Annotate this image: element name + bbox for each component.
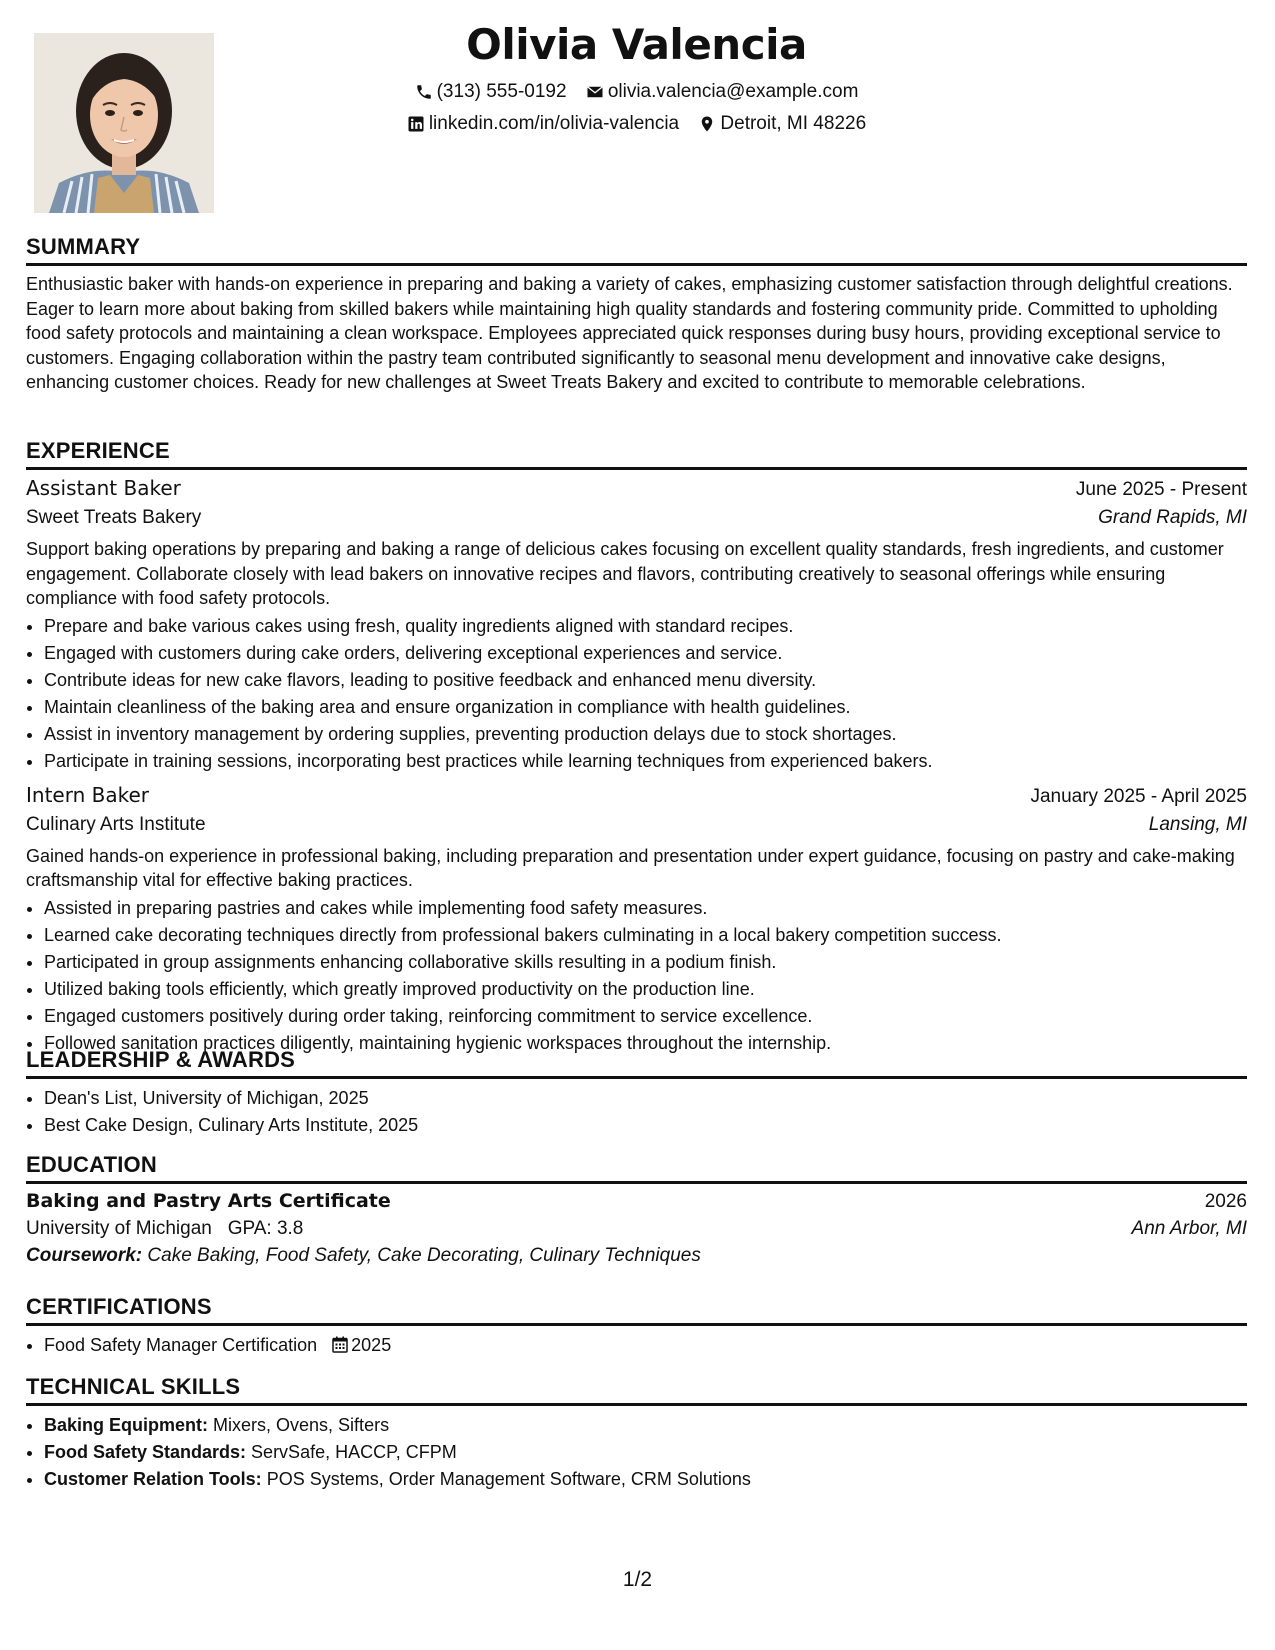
job-date: June 2025 - Present [1075,479,1247,500]
school-location: Ann Arbor, MI [1131,1218,1247,1239]
summary-title: SUMMARY [26,234,1247,266]
gpa: GPA: 3.8 [227,1218,304,1239]
job-subheader [26,814,1247,836]
list-item: • Participated in group assignments enhancing collaborative skills resulting in a podium finish. [44,949,1247,976]
list-item [44,1439,1247,1466]
list-item [44,1412,1247,1439]
skill-label: Customer Relation Tools: [44,1469,262,1489]
list-item: • Utilized baking tools efficiently, which greatly improved productivity on the production line. [44,976,1247,1003]
certifications-section [26,1294,1247,1359]
job-bullets [26,895,1247,1057]
degree-year: 2026 [1204,1191,1247,1212]
phone-icon [415,83,433,101]
awards-list [26,1085,1247,1139]
experience-title: EXPERIENCE [26,438,1247,470]
job-entry [26,476,1247,775]
job-location: Lansing, MI [1148,813,1247,835]
job-header [26,476,1247,501]
education-subheader [26,1218,1247,1240]
list-item: • Participate in training sessions, incorporating best practices while learning techniques from experienced bakers. [44,748,1247,775]
map-pin-icon [698,115,716,133]
list-item: • Maintain cleanliness of the baking area and ensure organization in compliance with health guidelines. [44,694,1247,721]
list-item [44,1332,1247,1359]
linkedin-icon [407,115,425,133]
list-item: • Contribute ideas for new cake flavors, leading to positive feedback and enhanced menu diversity. [44,667,1247,694]
list-item: • Prepare and bake various cakes using fresh, quality ingredients aligned with standard recipes. [44,613,1247,640]
contact-location [698,113,866,135]
list-item: • Engaged customers positively during order taking, reinforcing commitment to service excellence. [44,1003,1247,1030]
list-item: • Assist in inventory management by ordering supplies, preventing production delays due to stock shortages. [44,721,1247,748]
phone-text: (313) 555-0192 [436,81,567,102]
certifications-list [26,1332,1247,1359]
contact-row-2 [26,113,1247,139]
job-title: Intern Baker [26,782,149,807]
skill-label: Food Safety Standards: [44,1442,247,1462]
school-name: University of Michigan [26,1218,212,1239]
calendar-icon [332,1336,348,1353]
job-date: January 2025 - April 2025 [1030,785,1247,807]
experience-section [26,438,1247,1057]
job-header [26,783,1247,808]
job-description: Support baking operations by preparing and baking a range of delicious cakes focusing on excellent quality standards, fresh ingredients, and customer engagement. Collaborate closely with lead bakers on innovative recipes and flavors, contributing creatively to seasonal offerings while ensuring compliance with food safety protocols. [26,539,1224,609]
contact-linkedin[interactable] [407,113,679,135]
contact-row-1 [26,81,1247,107]
linkedin-text: linkedin.com/in/olivia-valencia [428,113,680,134]
skills-list [26,1412,1247,1493]
job-subheader [26,507,1247,529]
job-description: Gained hands-on experience in professional baking, including preparation and presentation under expert guidance, focusing on pastry and cake-making craftsmanship vital for effective baking practices. [26,845,1235,891]
contact-phone[interactable] [415,81,567,103]
coursework-line [26,1245,1247,1267]
envelope-icon [586,83,604,101]
list-item: • Engaged with customers during cake orders, delivering exceptional experiences and service. [44,640,1247,667]
job-company: Sweet Treats Bakery [26,507,202,528]
skills-title: TECHNICAL SKILLS [26,1374,1247,1406]
certification-year: 2025 [351,1335,392,1355]
skill-value: Mixers, Ovens, Sifters [213,1415,390,1435]
summary-section [26,234,1247,395]
coursework-text: Cake Baking, Food Safety, Cake Decorating, Culinary Techniques [147,1245,701,1266]
skill-label: Baking Equipment: [44,1415,209,1435]
list-item: • Learned cake decorating techniques directly from professional bakers culminating in a local bakery competition success. [44,922,1247,949]
awards-title: LEADERSHIP & AWARDS [26,1047,1247,1079]
job-company: Culinary Arts Institute [26,813,206,835]
candidate-name: Olivia Valencia [466,20,807,69]
list-item: • Followed sanitation practices diligently, maintaining hygienic workspaces throughout the internship. [44,1030,1247,1057]
list-item: • Dean's List, University of Michigan, 2025 [44,1085,1247,1112]
skill-value: ServSafe, HACCP, CFPM [251,1442,457,1462]
list-item: • Assisted in preparing pastries and cakes while implementing food safety measures. [44,895,1247,922]
page-number: 1/2 [622,1568,653,1591]
contact-email[interactable] [586,81,859,103]
list-item: • Best Cake Design, Culinary Arts Institute, 2025 [44,1112,1247,1139]
job-bullets [26,613,1247,775]
email-text: olivia.valencia@example.com [607,81,859,102]
skill-value: POS Systems, Order Management Software, CRM Solutions [266,1469,751,1489]
school-line [26,1218,303,1240]
summary-text: Enthusiastic baker with hands-on experience in preparing and baking a variety of cakes, emphasizing customer satisfaction through delightful creations. Eager to learn more about baking from skilled bakers while maintaining high quality standards and fostering community pride. Committed to upholding food safety protocols and maintaining a clean workspace. Employees appreciated quick responses during busy hours, providing exceptional service to customers. Engaging collaboration within the pastry team contributed significantly to seasonal menu development and innovative cake designs, enhancing customer choices. Ready for new challenges at Sweet Treats Bakery and excited to contribute to memorable celebrations. [26,274,1233,393]
job-title: Assistant Baker [26,476,181,500]
awards-section [26,1047,1247,1139]
education-section [26,1152,1247,1267]
coursework-label: Coursework: [26,1245,143,1266]
job-entry [26,783,1247,1057]
education-title: EDUCATION [26,1152,1247,1184]
location-text: Detroit, MI 48226 [720,113,867,134]
education-header [26,1190,1247,1213]
certification-name: Food Safety Manager Certification [44,1335,318,1355]
degree-name: Baking and Pastry Arts Certificate [26,1190,391,1212]
job-location: Grand Rapids, MI [1098,507,1247,528]
certifications-title: CERTIFICATIONS [26,1294,1247,1326]
skills-section [26,1374,1247,1493]
list-item [44,1466,1247,1493]
